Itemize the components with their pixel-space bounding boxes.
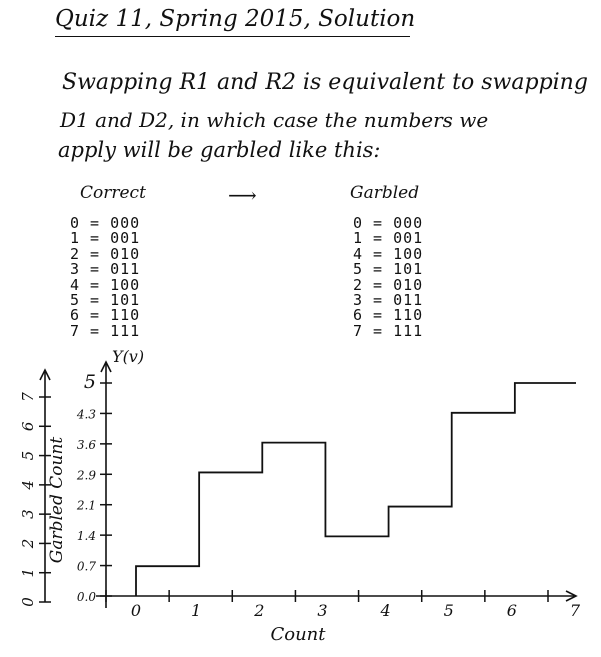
garbled-row: 2 = 010 [353, 275, 424, 294]
y-tick-label: 4.3 [76, 407, 96, 422]
correct-row: 5 = 101 [70, 291, 141, 310]
explanation-line-1: Swapping R1 and R2 is equivalent to swapping [62, 70, 588, 95]
correct-row: 3 = 011 [70, 260, 141, 279]
x-tick-label: 7 [569, 601, 581, 620]
title-underline [55, 36, 410, 37]
correct-row: 6 = 110 [70, 306, 141, 325]
y-tick-label: 2.1 [76, 498, 96, 513]
correct-heading: Correct [80, 183, 146, 203]
x-tick-label: 2 [254, 601, 265, 620]
garbled-row: 0 = 000 [353, 214, 424, 232]
left-tick-label: 0 [19, 597, 37, 607]
y-tick-label: 0.0 [76, 590, 96, 604]
y-tick-label: 5 [83, 371, 96, 393]
garbled-row: 4 = 100 [353, 244, 424, 263]
left-tick-label: 4 [19, 480, 37, 490]
explanation-line-2: D1 and D2, in which case the numbers we [60, 108, 489, 132]
y-tick-label: 3.6 [76, 437, 96, 452]
left-tick-label: 6 [19, 421, 37, 432]
garbled-row: 6 = 110 [353, 306, 424, 325]
x-tick-label: 1 [191, 601, 202, 620]
y-tick-label: 0.7 [76, 559, 96, 574]
garbled-row: 5 = 101 [353, 260, 424, 279]
y-tick-label: 1.4 [76, 529, 96, 544]
output-step-line [136, 383, 576, 596]
garbled-staircase-chart [0, 350, 601, 657]
left-tick-label: 5 [19, 450, 37, 461]
x-tick-label: 0 [130, 601, 142, 620]
x-tick-label: 6 [506, 601, 517, 620]
garbled-row: 7 = 111 [353, 321, 424, 340]
garbled-row: 3 = 011 [353, 291, 424, 310]
left-axis-title: Garbled Count [47, 436, 67, 564]
left-tick-label: 7 [19, 392, 37, 402]
correct-table [70, 216, 140, 339]
correct-row: 4 = 100 [70, 275, 141, 294]
explanation-line-3: apply will be garbled like this: [58, 138, 381, 162]
x-tick-label: 3 [317, 601, 328, 620]
y-axis-label: Y(v) [112, 350, 145, 366]
x-tick-label: 4 [380, 601, 391, 620]
garbled-table [353, 216, 423, 339]
left-tick-label: 1 [19, 567, 37, 578]
correct-row: 7 = 111 [70, 321, 141, 340]
correct-row: 0 = 000 [70, 214, 141, 232]
page-title: Quiz 11, Spring 2015, Solution [55, 6, 416, 32]
arrow-icon: ⟶ [228, 183, 257, 207]
correct-row: 1 = 001 [70, 229, 141, 248]
left-tick-label: 3 [19, 509, 37, 519]
y-tick-label: 2.9 [76, 468, 96, 483]
left-tick-label: 2 [19, 538, 37, 549]
garbled-row: 1 = 001 [353, 229, 424, 248]
garbled-heading: Garbled [350, 183, 420, 203]
x-axis-title: Count [270, 624, 326, 645]
x-tick-label: 5 [443, 601, 454, 620]
correct-row: 2 = 010 [70, 244, 141, 263]
